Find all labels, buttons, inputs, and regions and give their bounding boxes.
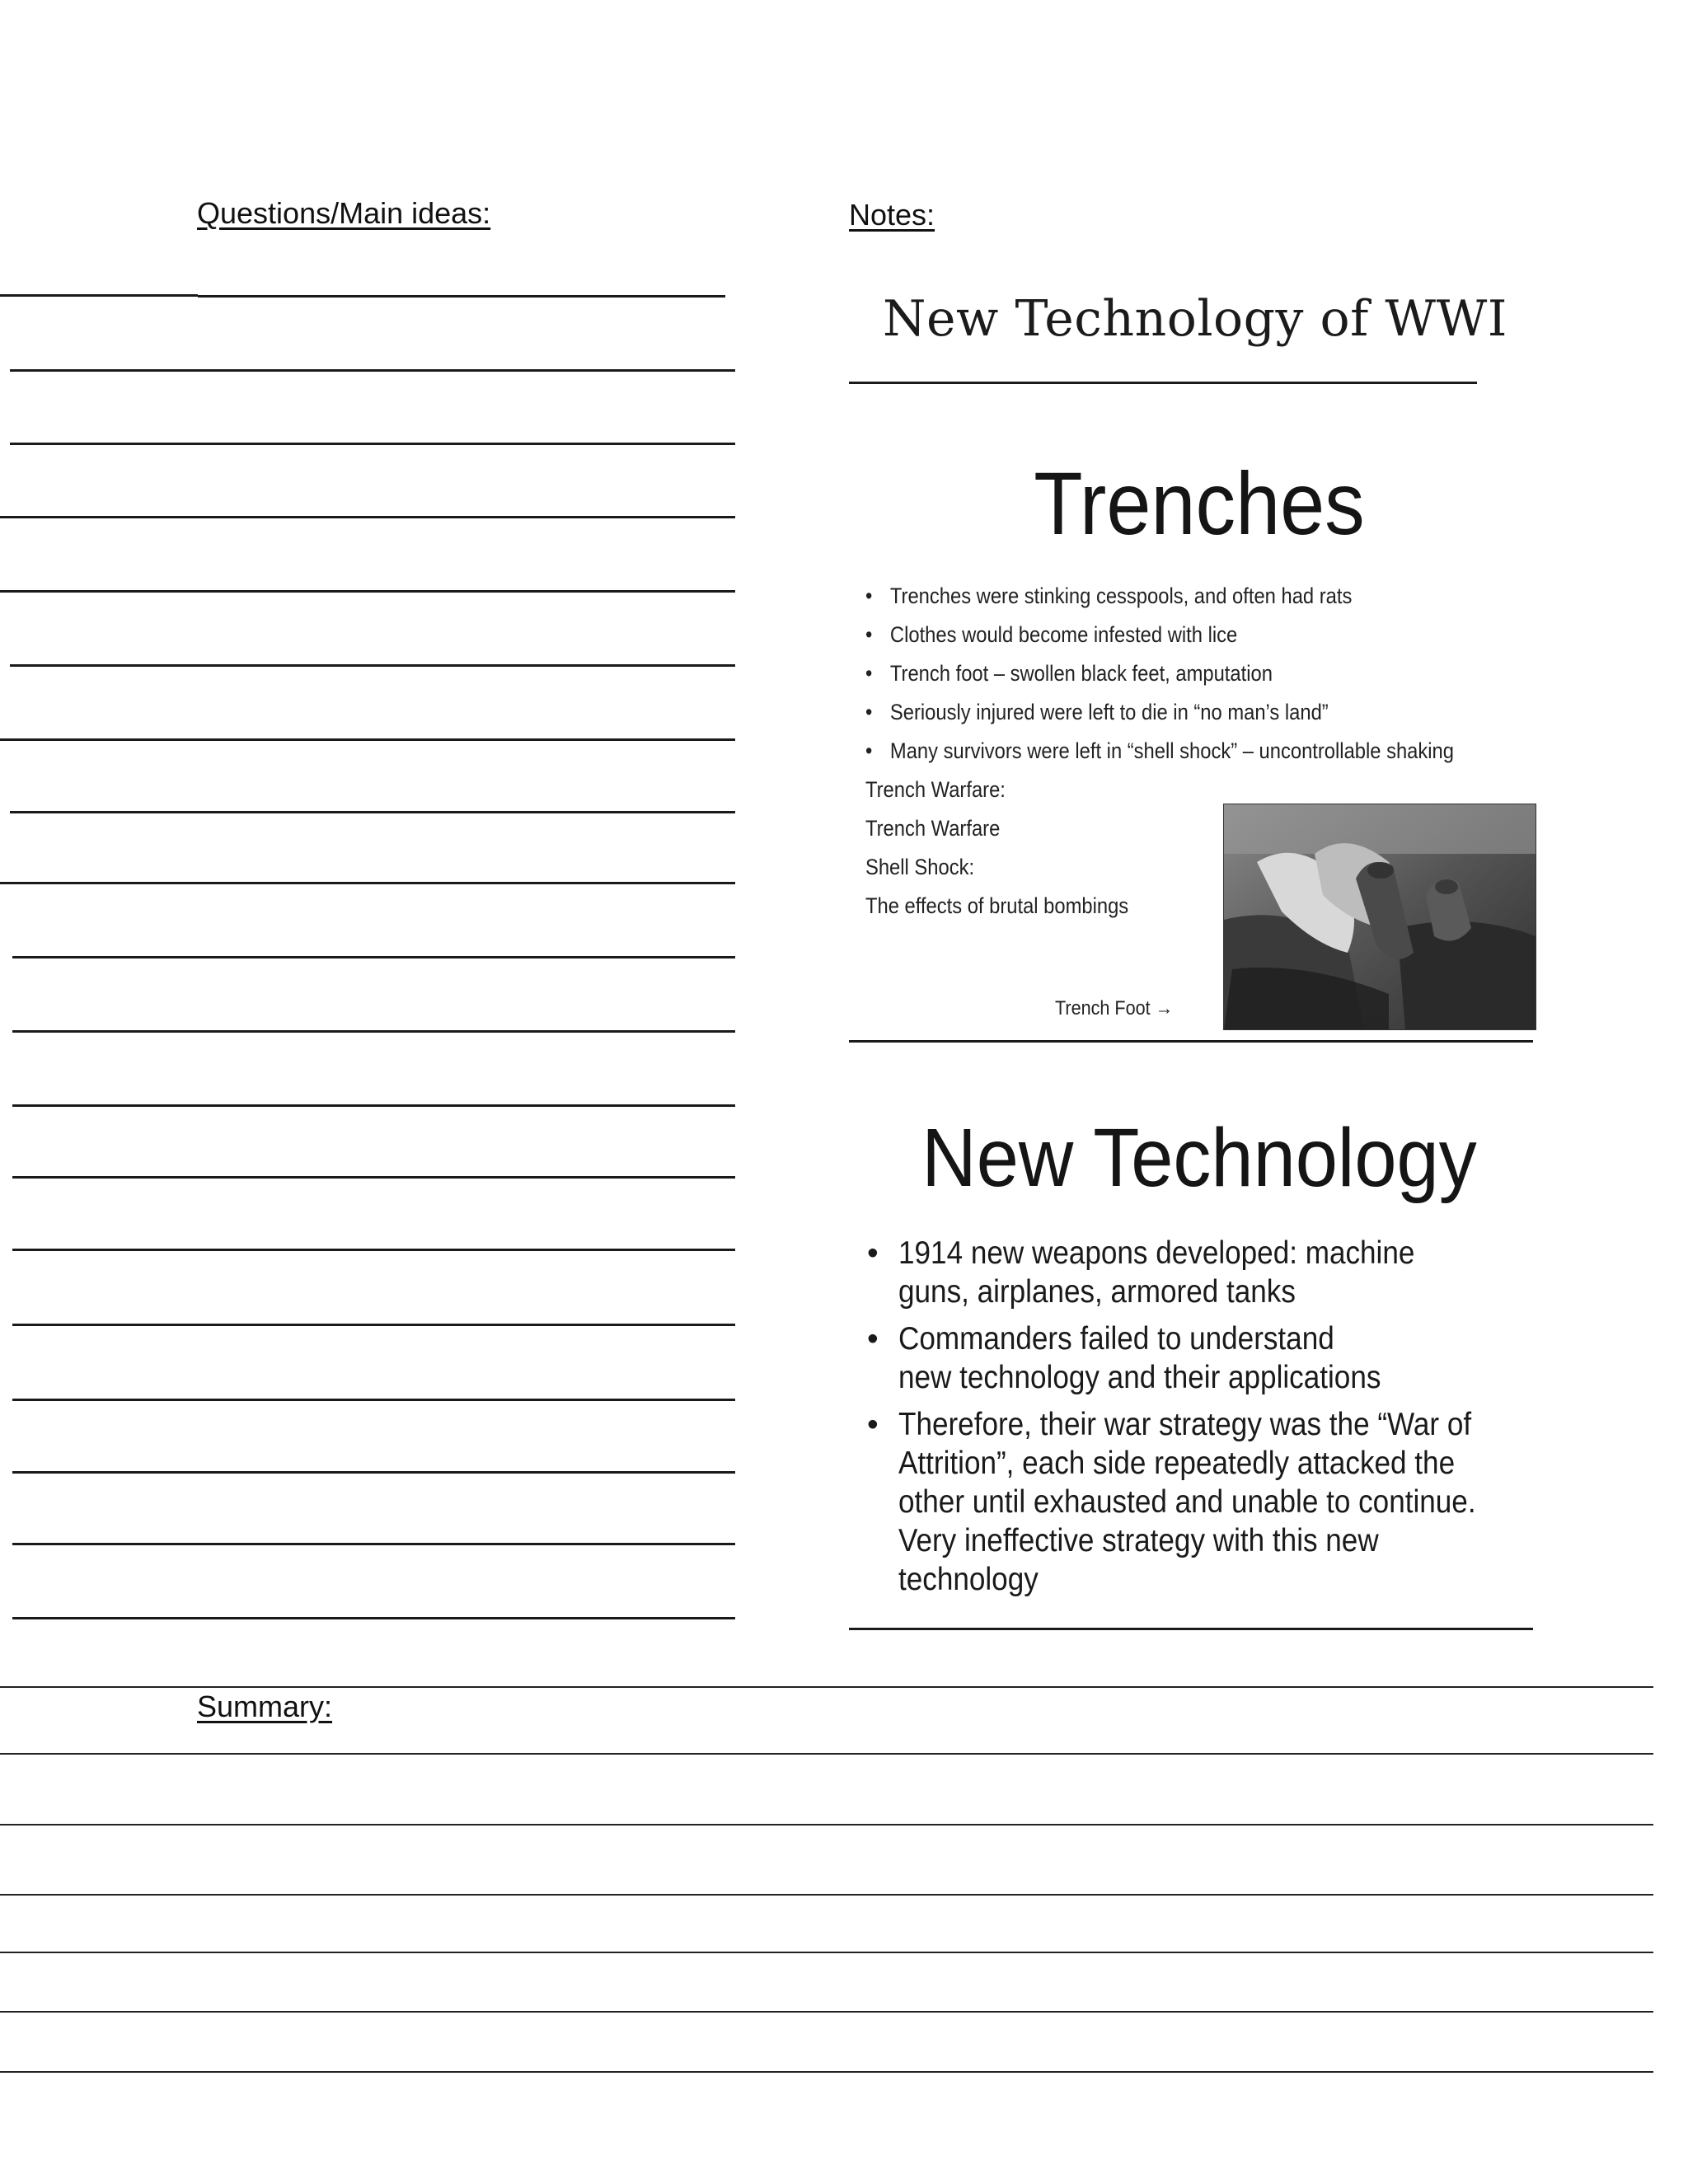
writing-line <box>12 1399 735 1401</box>
writing-line <box>0 2071 1653 2073</box>
list-item <box>865 732 1482 771</box>
bullet-text: Clothes would become infested with lice <box>889 622 1238 647</box>
bullet-text: Trench foot – swollen black feet, amputation <box>889 661 1273 686</box>
definition-line: Trench Warfare <box>865 816 1001 841</box>
writing-line <box>12 1176 735 1179</box>
bullet-icon: • <box>867 1235 879 1271</box>
bullet-text: Trenches were stinking cesspools, and often had rats <box>889 583 1353 608</box>
new-technology-bullet-list <box>865 1234 1550 1607</box>
bullet-icon: • <box>865 738 873 763</box>
bullet-text: Therefore, their war strategy was the “War of Attrition”, each side repeatedly attacked the other until exhausted and unable to continue. Very ineffective strategy with this new technology <box>898 1407 1476 1597</box>
notes-heading: Notes: <box>849 198 935 232</box>
writing-line <box>0 1824 1653 1825</box>
bullet-icon: • <box>865 700 873 724</box>
definition-line: Trench Warfare: <box>865 777 1006 802</box>
list-item <box>865 577 1482 616</box>
writing-line <box>0 516 735 518</box>
bullet-text: 1914 new weapons developed: machine guns, airplanes, armored tanks <box>898 1235 1415 1310</box>
writing-line <box>10 369 735 372</box>
trenches-definitions <box>865 771 1165 926</box>
bullet-icon: • <box>867 1407 879 1442</box>
definition-line: Shell Shock: <box>865 855 975 879</box>
trench-foot-photo <box>1223 804 1536 1030</box>
writing-line <box>198 295 725 298</box>
list-item <box>865 693 1482 732</box>
writing-line <box>12 956 735 958</box>
document-title: New Technology of WWI <box>883 290 1507 348</box>
list-item <box>865 654 1482 693</box>
section-divider <box>849 1628 1533 1630</box>
writing-line <box>12 1324 735 1326</box>
photo-illustration <box>1224 804 1536 1029</box>
writing-line <box>0 2011 1653 2013</box>
bullet-icon: • <box>865 583 873 608</box>
writing-line <box>0 1753 1653 1755</box>
writing-line <box>12 1543 735 1545</box>
list-item <box>865 616 1482 654</box>
list-item <box>865 1405 1550 1599</box>
trenches-bullet-list <box>865 577 1566 771</box>
bullet-text: Seriously injured were left to die in “no man’s land” <box>889 700 1329 724</box>
bullet-icon: • <box>865 622 873 647</box>
writing-line <box>12 1617 735 1619</box>
bullet-icon: • <box>865 661 873 686</box>
trenches-slide-title: Trenches <box>1034 453 1365 553</box>
writing-line <box>10 664 735 667</box>
writing-line <box>0 1952 1653 1953</box>
section-divider <box>849 1040 1533 1043</box>
writing-line <box>0 882 735 884</box>
writing-line <box>0 738 735 741</box>
trench-foot-caption: Trench Foot → <box>1055 997 1174 1019</box>
list-item <box>865 1234 1550 1311</box>
bullet-icon: • <box>867 1321 879 1357</box>
writing-line <box>10 443 735 445</box>
summary-heading: Summary: <box>197 1690 333 1723</box>
writing-line <box>0 590 735 593</box>
writing-line <box>12 1471 735 1474</box>
new-technology-slide-title: New Technology <box>921 1112 1477 1204</box>
writing-line <box>10 811 735 813</box>
title-underline <box>849 382 1477 384</box>
writing-line <box>0 1894 1653 1896</box>
bullet-text: Many survivors were left in “shell shock” – uncontrollable shaking <box>889 738 1454 763</box>
writing-line <box>12 1104 735 1107</box>
writing-line <box>12 1030 735 1033</box>
writing-line <box>12 1249 735 1251</box>
bullet-text: Commanders failed to understand new technology and their applications <box>898 1321 1381 1395</box>
questions-heading: Questions/Main ideas: <box>197 196 491 230</box>
definition-line: The effects of brutal bombings <box>865 893 1129 918</box>
writing-line <box>0 1686 1653 1688</box>
list-item <box>865 1319 1550 1397</box>
writing-line <box>0 294 198 297</box>
